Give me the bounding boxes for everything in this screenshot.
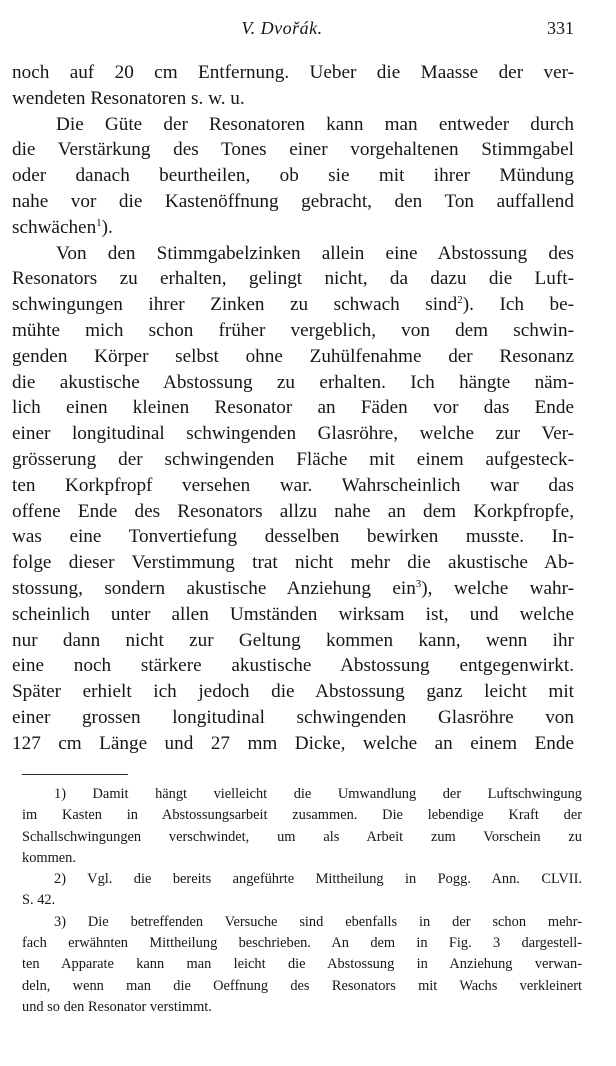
footnote-line — [22, 827, 582, 848]
body-line-text: oder danach beurtheilen, ob sie mit ihrer Mündung — [12, 165, 574, 187]
body-line — [12, 550, 574, 576]
footnotes — [22, 784, 582, 1018]
running-header-author: V. Dvořák. — [241, 18, 323, 38]
footnote-line — [22, 869, 582, 890]
body-line — [12, 653, 574, 679]
footnote-line — [22, 848, 582, 869]
footnote-line — [22, 976, 582, 997]
body-line — [12, 731, 574, 757]
body-line-text: schwingungen ihrer Zinken zu schwach sind — [12, 294, 458, 316]
body-line-text: stossung, sondern akustische Anziehung ein — [12, 577, 416, 599]
body-line — [12, 266, 574, 292]
footnote-line-text: und so den Resonator verstimmt. — [22, 998, 212, 1015]
body-line — [12, 679, 574, 705]
body-line-text: Die Güte der Resonatoren kann man entweder durch — [56, 113, 574, 135]
footnote-line-text: S. 42. — [22, 892, 56, 909]
body-line-text: folge dieser Verstimmung trat nicht mehr die akustische Ab- — [12, 552, 574, 574]
body-line-text: offene Ende des Resonators allzu nahe an dem Korkpfropfe, — [12, 500, 574, 522]
body-line — [12, 628, 574, 654]
footnote-line-text: Schallschwingungen verschwindet, um als Arbeit zum Vorschein zu — [22, 828, 582, 845]
body-line-text: nahe vor die Kastenöffnung gebracht, den Ton auffallend — [12, 190, 574, 212]
body-line — [12, 370, 574, 396]
footnote-line-text: deln, wenn man die Oeffnung des Resonators mit Wachs verkleinert — [22, 977, 582, 994]
footnote-marker: 1 — [96, 216, 102, 229]
body-line-text: lich einen kleinen Resonator an Fäden vor das Ende — [12, 397, 574, 419]
body-line — [12, 60, 574, 86]
body-line-text: die Verstärkung des Tones einer vorgehaltenen Stimmgabel — [12, 139, 574, 161]
footnote-line — [22, 997, 582, 1018]
body-line-text: nur dann nicht zur Geltung kommen kann, wenn ihr — [12, 629, 574, 651]
body-line-text: was eine Tonvertiefung desselben bewirken musste. In- — [12, 526, 574, 548]
footnote-line-text: ten Apparate kann man leicht die Abstossung in Anziehung verwan- — [22, 956, 582, 973]
body-line — [12, 473, 574, 499]
footnote-marker: 3 — [415, 577, 422, 590]
body-line-text: grösserung der schwingenden Fläche mit einem aufgesteck- — [12, 448, 574, 470]
footnote-line — [22, 912, 582, 933]
body-line — [12, 292, 574, 318]
body-line — [12, 86, 574, 112]
body-text — [12, 60, 574, 757]
body-line — [12, 215, 574, 241]
footnote-line-text: 2) Vgl. die bereits angeführte Mittheilung in Pogg. Ann. CLVII. — [54, 871, 582, 888]
body-line-tail: ). Ich be- — [462, 294, 574, 316]
footnote-separator — [22, 774, 128, 775]
body-line — [12, 137, 574, 163]
body-line — [12, 112, 574, 138]
body-line — [12, 189, 574, 215]
body-line-text: genden Körper selbst ohne Zuhülfenahme der Resonanz — [12, 345, 574, 367]
body-line-text: einer longitudinal schwingenden Glasröhre, welche zur Ver- — [12, 423, 574, 445]
body-line-text: wendeten Resonatoren s. w. u. — [12, 87, 245, 109]
footnote-line — [22, 805, 582, 826]
body-line-text: scheinlich unter allen Umständen wirksam ist, und welche — [12, 603, 574, 625]
body-line-text: Später erhielt ich jedoch die Abstossung ganz leicht mit — [12, 681, 574, 703]
body-line-text: eine noch stärkere akustische Abstossung entgegenwirkt. — [12, 655, 574, 677]
body-line-text: ten Korkpfropf versehen war. Wahrscheinlich war das — [12, 474, 574, 496]
body-line — [12, 705, 574, 731]
body-line-text: Resonators zu erhalten, gelingt nicht, da dazu die Luft- — [12, 268, 574, 290]
footnote-line — [22, 954, 582, 975]
footnote-line — [22, 784, 582, 805]
footnote-line-text: im Kasten in Abstossungsarbeit zusammen. Die lebendige Kraft der — [22, 807, 582, 824]
body-line — [12, 447, 574, 473]
footnote-line — [22, 890, 582, 911]
footnote-line-text: 3) Die betreffenden Versuche sind ebenfalls in der schon mehr- — [54, 913, 582, 930]
footnote-marker: 2 — [457, 294, 463, 307]
page-number: 331 — [547, 18, 574, 38]
body-line — [12, 344, 574, 370]
body-line-text: Von den Stimmgabelzinken allein eine Abstossung des — [56, 242, 574, 264]
body-line — [12, 499, 574, 525]
body-line — [12, 241, 574, 267]
body-line — [12, 421, 574, 447]
body-line-text: einer grossen longitudinal schwingenden Glasröhre von — [12, 706, 574, 728]
running-header — [12, 18, 574, 44]
footnote-line-text: fach erwähnten Mittheilung beschrieben. An dem in Fig. 3 dargestell- — [22, 935, 582, 952]
footnote-line — [22, 933, 582, 954]
body-line-text: mühte mich schon früher vergeblich, von dem schwin- — [12, 319, 574, 341]
body-line-text: 127 cm Länge und 27 mm Dicke, welche an einem Ende — [12, 732, 574, 754]
footnote-line-text: 1) Damit hängt vielleicht die Umwandlung der Luftschwingung — [54, 786, 582, 802]
body-line — [12, 576, 574, 602]
body-line — [12, 318, 574, 344]
body-line-text: die akustische Abstossung zu erhalten. Ich hängte näm- — [12, 371, 574, 393]
body-line — [12, 602, 574, 628]
body-line-text: schwächen — [12, 216, 97, 238]
body-line — [12, 395, 574, 421]
body-line-tail: ). — [101, 216, 113, 238]
body-line-tail: ), welche wahr- — [421, 577, 574, 599]
footnote-line-text: kommen. — [22, 849, 76, 866]
body-line — [12, 524, 574, 550]
body-line-text: noch auf 20 cm Entfernung. Ueber die Maasse der ver- — [12, 62, 574, 83]
body-line — [12, 163, 574, 189]
